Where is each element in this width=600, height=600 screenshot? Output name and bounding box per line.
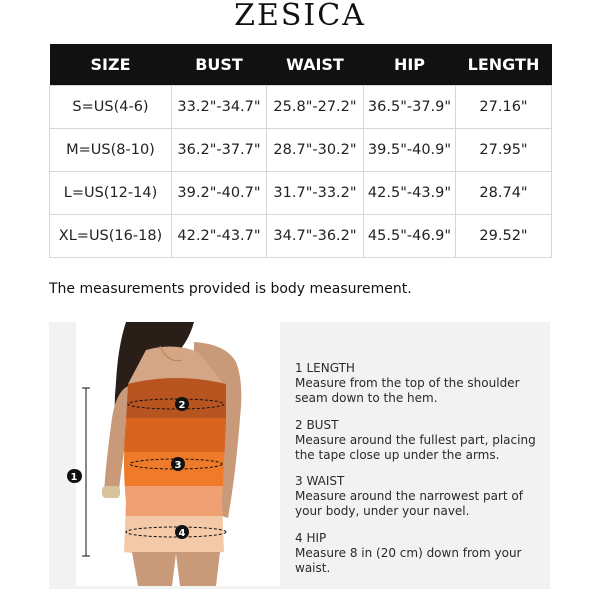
cell-bust: 39.2"-40.7" [172, 172, 267, 215]
cell-size: S=US(4-6) [50, 86, 172, 129]
cell-hip: 45.5"-46.9" [364, 215, 456, 258]
marker-4-label: 4 [178, 528, 186, 539]
instruction-waist [295, 474, 545, 519]
cell-length: 27.95" [456, 129, 552, 172]
legs [132, 552, 220, 586]
instruction-text: Measure around the narrowest part of [295, 489, 523, 503]
column-header-length: LENGTH [456, 44, 552, 86]
instruction-title: 4 HIP [295, 531, 327, 545]
cell-size: M=US(8-10) [50, 129, 172, 172]
cell-hip: 39.5"-40.9" [364, 129, 456, 172]
instruction-text: your body, under your navel. [295, 504, 470, 518]
cell-bust: 36.2"-37.7" [172, 129, 267, 172]
table-row [50, 215, 552, 258]
table-header-row [50, 44, 552, 86]
cell-length: 29.52" [456, 215, 552, 258]
instruction-text: Measure 8 in (20 cm) down from your waist. [295, 546, 522, 575]
cell-waist: 31.7"-33.2" [267, 172, 364, 215]
instruction-text: Measure from the top of the shoulder [295, 376, 520, 390]
column-header-waist: WAIST [267, 44, 364, 86]
table-row [50, 172, 552, 215]
instruction-title: 2 BUST [295, 418, 339, 432]
marker-1 [66, 468, 82, 484]
column-header-hip: HIP [364, 44, 456, 86]
table-row [50, 86, 552, 129]
cell-waist: 28.7"-30.2" [267, 129, 364, 172]
cell-hip: 42.5"-43.9" [364, 172, 456, 215]
instruction-text: Measure around the fullest part, placing [295, 433, 536, 447]
cell-hip: 36.5"-37.9" [364, 86, 456, 129]
marker-3-label: 3 [174, 460, 182, 471]
cell-bust: 42.2"-43.7" [172, 215, 267, 258]
instruction-title: 1 LENGTH [295, 361, 355, 375]
cell-size: XL=US(16-18) [50, 215, 172, 258]
cell-bust: 33.2"-34.7" [172, 86, 267, 129]
instruction-text: seam down to the hem. [295, 391, 438, 405]
model-illustration [76, 322, 280, 586]
marker-2-label: 2 [178, 400, 186, 411]
instruction-text: the tape close up under the arms. [295, 448, 500, 462]
instruction-hip [295, 531, 545, 576]
table-row [50, 129, 552, 172]
cell-length: 28.74" [456, 172, 552, 215]
cell-size: L=US(12-14) [50, 172, 172, 215]
left-arm [104, 386, 128, 498]
instruction-length [295, 361, 545, 406]
instruction-bust [295, 418, 545, 463]
cell-waist: 34.7"-36.2" [267, 215, 364, 258]
marker-1-label: 1 [70, 472, 78, 483]
column-header-size: SIZE [50, 44, 172, 86]
cell-length: 27.16" [456, 86, 552, 129]
measurement-note: The measurements provided is body measurement. [49, 281, 412, 297]
size-chart-table [49, 44, 552, 258]
instruction-title: 3 WAIST [295, 474, 345, 488]
brand-logo: ZESICA [234, 0, 366, 33]
bracelet [102, 486, 120, 498]
cell-waist: 25.8"-27.2" [267, 86, 364, 129]
column-header-bust: BUST [172, 44, 267, 86]
